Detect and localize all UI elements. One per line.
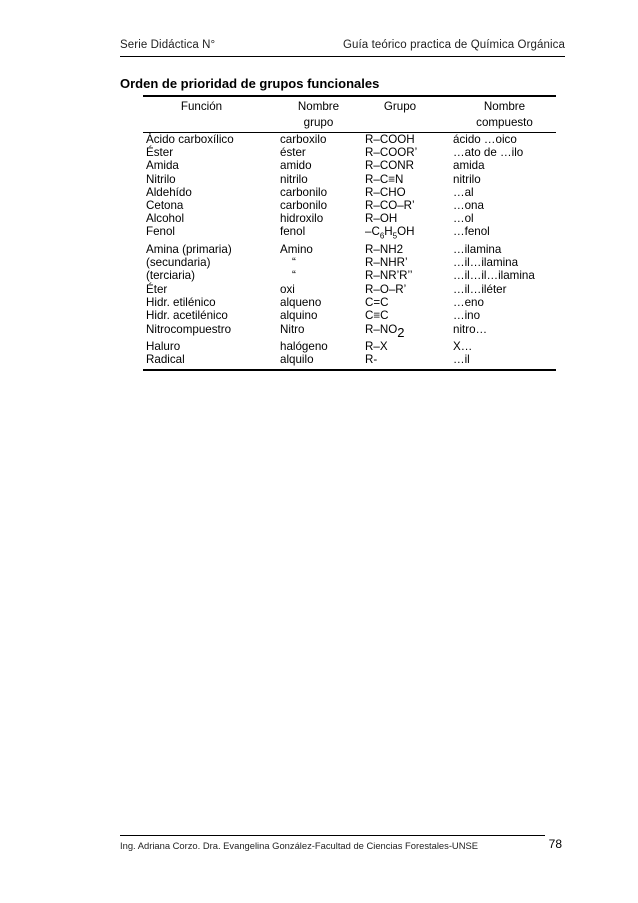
cell-grupo: R–NH2 (365, 242, 404, 256)
cell-nombre-compuesto: …ino (453, 308, 481, 322)
table-row (143, 243, 556, 256)
cell-funcion: Fenol (146, 225, 176, 239)
table-row (143, 199, 556, 212)
cell-funcion: Radical (146, 353, 185, 367)
cell-grupo: $R-NO_2$ (365, 323, 405, 341)
cell-nombre-compuesto: nitro… (453, 323, 488, 337)
table-row (143, 225, 556, 243)
table-row (143, 269, 556, 282)
cell-nombre-compuesto: …il (453, 353, 470, 367)
functional-groups-table (143, 95, 556, 371)
cell-nombre-grupo: Nitro (280, 323, 305, 337)
cell-grupo: R–X (365, 340, 388, 354)
cell-nombre-compuesto: …il…il…ilamina (453, 269, 535, 283)
table-row (143, 322, 556, 340)
page-header (120, 36, 565, 57)
cell-nombre-compuesto: …il…iléter (453, 282, 507, 296)
header-nombre-grupo (280, 96, 365, 133)
cell-nombre-grupo: alquino (280, 308, 318, 322)
header-nombre-compuesto-text: Nombre compuesto (476, 100, 533, 129)
cell-nombre-compuesto: nitrilo (453, 172, 481, 186)
footer-credit: Ing. Adriana Corzo. Dra. Evangelina González-Facultad de Ciencias Forestales-UNSE (120, 840, 478, 851)
table-row (143, 146, 556, 159)
cell-grupo: R–COOR’ (365, 146, 418, 160)
cell-nombre-grupo: “ (292, 256, 296, 270)
cell-nombre-grupo: amido (280, 159, 312, 173)
cell-nombre-grupo: carboxilo (280, 133, 327, 146)
table-row (143, 173, 556, 186)
cell-funcion: Alcohol (146, 212, 185, 226)
cell-grupo: $-C_6H_5OH$ (365, 225, 415, 241)
cell-nombre-compuesto: …il…ilamina (453, 256, 519, 270)
header-nombre-grupo-text: Nombre grupo (297, 100, 340, 129)
cell-funcion: (terciaria) (146, 269, 195, 283)
cell-funcion: Éster (146, 146, 174, 160)
cell-nombre-grupo: alquilo (280, 353, 314, 367)
cell-funcion: Éter (146, 282, 168, 296)
cell-nombre-grupo: nitrilo (280, 172, 308, 186)
cell-nombre-compuesto: amida (453, 159, 485, 173)
header-grupo: Grupo (383, 100, 417, 113)
page-footer (120, 835, 565, 855)
cell-grupo: R–C≡N (365, 172, 404, 186)
cell-nombre-grupo: hidroxilo (280, 212, 324, 226)
cell-funcion: Hidr. acetilénico (146, 308, 228, 322)
table-row (143, 283, 556, 296)
cell-nombre-compuesto: ácido …oico (453, 133, 517, 146)
cell-funcion: Amida (146, 159, 179, 173)
cell-nombre-grupo: oxi (280, 282, 295, 296)
cell-grupo: R–CHO (365, 185, 406, 199)
cell-funcion: Aldehído (146, 185, 192, 199)
table-row (143, 309, 556, 322)
cell-funcion: Cetona (146, 199, 184, 213)
cell-nombre-grupo: carbonilo (280, 199, 328, 213)
cell-grupo: R- (365, 353, 378, 367)
cell-grupo: R–OH (365, 212, 398, 226)
table-row (143, 159, 556, 172)
cell-grupo: R–NR’R’’ (365, 269, 413, 283)
table-row (143, 256, 556, 269)
cell-nombre-compuesto: …eno (453, 295, 484, 309)
cell-grupo: C=C (365, 295, 389, 309)
cell-nombre-grupo: alqueno (280, 295, 322, 309)
cell-nombre-grupo: éster (280, 146, 306, 160)
cell-nombre-compuesto: …al (453, 185, 474, 199)
header-nombre-compuesto (453, 96, 556, 133)
table-row (143, 186, 556, 199)
page-number: 78 (548, 837, 562, 851)
table-body (143, 133, 556, 370)
cell-grupo: R–CONR (365, 159, 414, 173)
cell-nombre-compuesto: …ona (453, 199, 484, 213)
cell-funcion: Nitrilo (146, 172, 176, 186)
cell-nombre-compuesto: X… (453, 340, 473, 354)
cell-nombre-compuesto: …ol (453, 212, 474, 226)
guide-title: Guía teórico practica de Química Orgánica (342, 39, 565, 51)
table-row (143, 212, 556, 225)
cell-funcion: Amina (primaria) (146, 242, 232, 256)
section-title: Orden de prioridad de grupos funcionales (120, 76, 380, 91)
table-header-row (143, 96, 556, 133)
footer-rule (120, 835, 545, 836)
cell-funcion: Haluro (146, 340, 181, 354)
cell-grupo: R–O–R’ (365, 282, 407, 296)
table-row (143, 353, 556, 369)
cell-nombre-grupo: “ (292, 269, 296, 283)
cell-nombre-grupo: Amino (280, 242, 313, 256)
header-funcion: Función (180, 100, 223, 113)
cell-nombre-compuesto: …ato de …ilo (453, 146, 524, 160)
cell-funcion: Ácido carboxílico (146, 133, 234, 146)
table-row (143, 133, 556, 147)
cell-nombre-grupo: carbonilo (280, 185, 328, 199)
cell-nombre-grupo: fenol (280, 225, 306, 239)
cell-nombre-grupo: halógeno (280, 340, 328, 354)
cell-grupo: R–NHR’ (365, 256, 408, 270)
cell-grupo: C≡C (365, 308, 389, 322)
cell-grupo: R–CO–R’ (365, 199, 415, 213)
cell-nombre-compuesto: …fenol (453, 225, 490, 239)
cell-nombre-compuesto: …ilamina (453, 242, 502, 256)
cell-funcion: Hidr. etilénico (146, 295, 216, 309)
table-row (143, 296, 556, 309)
series-label: Serie Didáctica N° (120, 39, 216, 51)
table-row (143, 340, 556, 353)
cell-funcion: (secundaria) (146, 256, 211, 270)
cell-grupo: R–COOH (365, 133, 415, 146)
cell-funcion: Nitrocompuestro (146, 323, 232, 337)
